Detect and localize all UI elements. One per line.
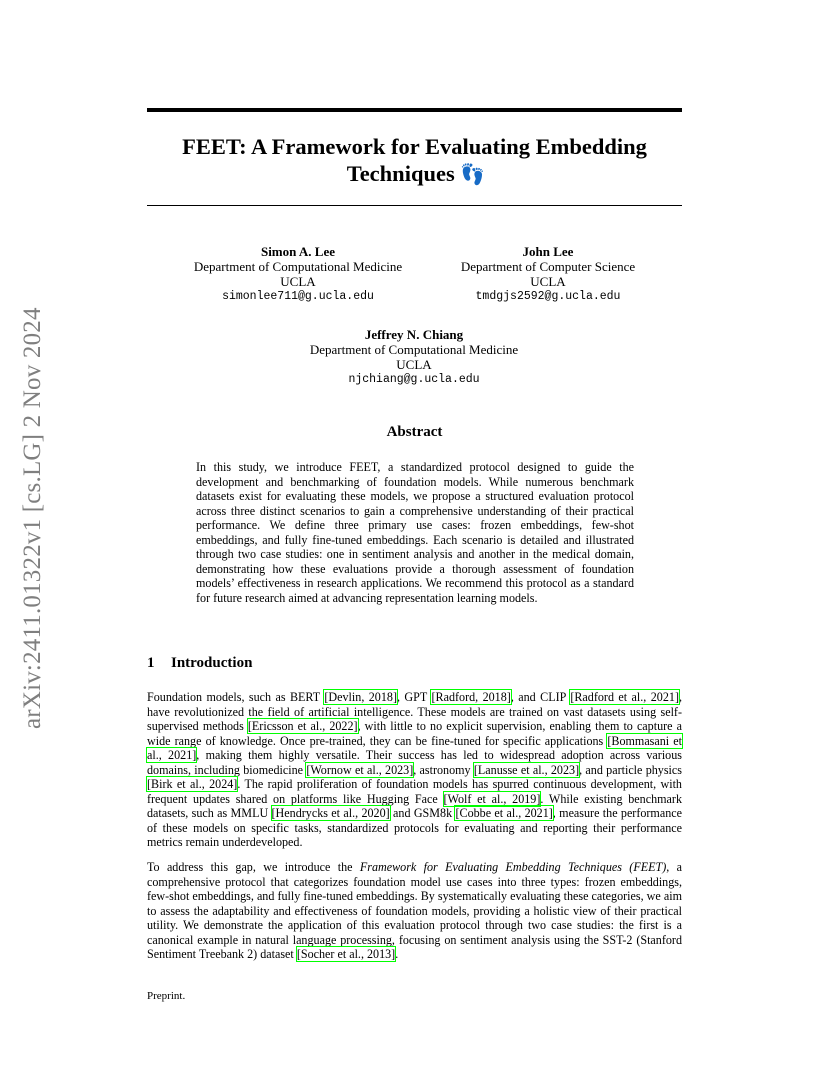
text-run: . While existing benchmark datasets, such as MMLU bbox=[147, 791, 682, 820]
citation-link[interactable]: [Wolf et al., 2019] bbox=[443, 791, 541, 806]
author-block bbox=[284, 327, 544, 387]
framework-name: Framework for Evaluating Embedding Techniques (FEET) bbox=[359, 860, 667, 874]
author-department: Department of Computational Medicine bbox=[193, 259, 403, 274]
author-department: Department of Computational Medicine bbox=[309, 342, 519, 357]
author-institution: UCLA bbox=[396, 357, 432, 372]
author-name: Jeffrey N. Chiang bbox=[364, 327, 464, 342]
citation-link[interactable]: [Socher et al., 2013] bbox=[296, 947, 396, 961]
citation-link[interactable]: [Bommasani et al., 2021] bbox=[147, 733, 682, 762]
intro-paragraph-1 bbox=[147, 690, 682, 850]
paper-title bbox=[147, 133, 682, 189]
arxiv-identifier: arXiv:2411.01322v1 [cs.LG] 2 Nov 2024 bbox=[19, 307, 46, 729]
text-run: , and CLIP bbox=[510, 690, 571, 704]
paper-title-text: FEET: A Framework for Evaluating Embedding Techniques bbox=[182, 134, 647, 186]
author-institution: UCLA bbox=[280, 274, 316, 289]
citation-link[interactable]: [Ericsson et al., 2022] bbox=[247, 719, 358, 733]
citation-link[interactable]: [Hendrycks et al., 2020] bbox=[271, 806, 390, 820]
abstract-heading: Abstract bbox=[386, 424, 443, 440]
text-run: , making them highly versatile. Their success has led to widespread adoption across various domains, including biomedicine bbox=[147, 748, 682, 777]
text-run: . The rapid proliferation of foundation models has spurred continuous development, with frequent updates shared on platforms like Hugging Face bbox=[147, 777, 682, 806]
title-bottom-rule bbox=[147, 205, 682, 206]
text-run: and GSM8k bbox=[389, 806, 456, 820]
text-run: , a comprehensive protocol that categorizes foundation model use cases into three types: frozen embeddings, few-shot embeddings, and fully fine-tuned embeddings. By systematically evaluating these categories, we aim to assess the adaptability and effectiveness of foundation models, providing a holistic view of their practical utility. We demonstrate the application of this evaluation protocol through two case studies: the first is a canonical example in natural language processing, focusing on sentiment analysis using the SST-2 (Stanford Sentiment Treebank 2) dataset bbox=[147, 860, 682, 961]
citation-link[interactable]: [Radford et al., 2021] bbox=[570, 690, 679, 704]
section-title: Introduction bbox=[171, 655, 253, 671]
text-run: , and particle physics bbox=[579, 762, 682, 777]
author-email[interactable]: tmdgjs2592@g.ucla.edu bbox=[475, 290, 621, 303]
citation-link[interactable]: [Radford, 2018] bbox=[431, 690, 511, 704]
author-email[interactable]: njchiang@g.ucla.edu bbox=[348, 373, 480, 386]
section-number: 1 bbox=[147, 655, 155, 671]
author-block bbox=[438, 244, 658, 304]
title-top-rule bbox=[147, 108, 682, 112]
section-heading bbox=[147, 655, 252, 672]
text-run: , GPT bbox=[396, 690, 432, 704]
text-run: , astronomy bbox=[413, 762, 474, 777]
intro-paragraph-2 bbox=[147, 860, 682, 962]
author-name: John Lee bbox=[522, 244, 574, 259]
citation-link[interactable]: [Lanusse et al., 2023] bbox=[473, 762, 580, 777]
author-department: Department of Computer Science bbox=[460, 259, 636, 274]
text-run: Foundation models, such as BERT bbox=[147, 690, 325, 704]
citation-link[interactable]: [Cobbe et al., 2021] bbox=[455, 806, 553, 820]
text-run: . bbox=[395, 947, 399, 961]
text-run: , measure the performance of these models on specific tasks, standardized protocols for evaluating and reporting their performance metrics remain underdeveloped. bbox=[147, 806, 682, 849]
citation-link[interactable]: [Devlin, 2018] bbox=[324, 690, 397, 704]
author-institution: UCLA bbox=[530, 274, 566, 289]
text-run: To address this gap, we introduce the bbox=[147, 860, 360, 874]
citation-link[interactable]: [Birk et al., 2024] bbox=[147, 777, 238, 791]
text-run: , have revolutionized the field of artificial intelligence. These models are trained on vast datasets using self-supervised methods bbox=[147, 690, 682, 733]
preprint-footer: Preprint. bbox=[147, 990, 186, 1002]
author-name: Simon A. Lee bbox=[260, 244, 336, 259]
author-block bbox=[178, 244, 418, 304]
abstract-text: In this study, we introduce FEET, a standardized protocol designed to guide the development and benchmarking of foundation models. While numerous benchmark datasets exist for evaluating these models, we propose a structured evaluation protocol across three distinct scenarios to gain a comprehensive understanding of their practical performance. We define three primary use cases: frozen embeddings, few-shot embeddings, and fully fine-tuned embeddings. Each scenario is detailed and illustrated through two case studies: one in sentiment analysis and another in the medical domain, demonstrating how these evaluations provide a thorough assessment of foundation models’ effectiveness in research applications. We recommend this protocol as a standard for future research aimed at advancing representation learning models. bbox=[196, 460, 634, 605]
citation-link[interactable]: [Wornow et al., 2023] bbox=[306, 762, 414, 777]
author-email[interactable]: simonlee711@g.ucla.edu bbox=[222, 290, 374, 303]
text-run: , with little to no explicit supervision, enabling them to capture a wide range of knowledge. Once pre-trained, they can be fine-tuned for specific applications bbox=[147, 719, 682, 748]
footprints-icon: 👣 bbox=[460, 164, 483, 186]
